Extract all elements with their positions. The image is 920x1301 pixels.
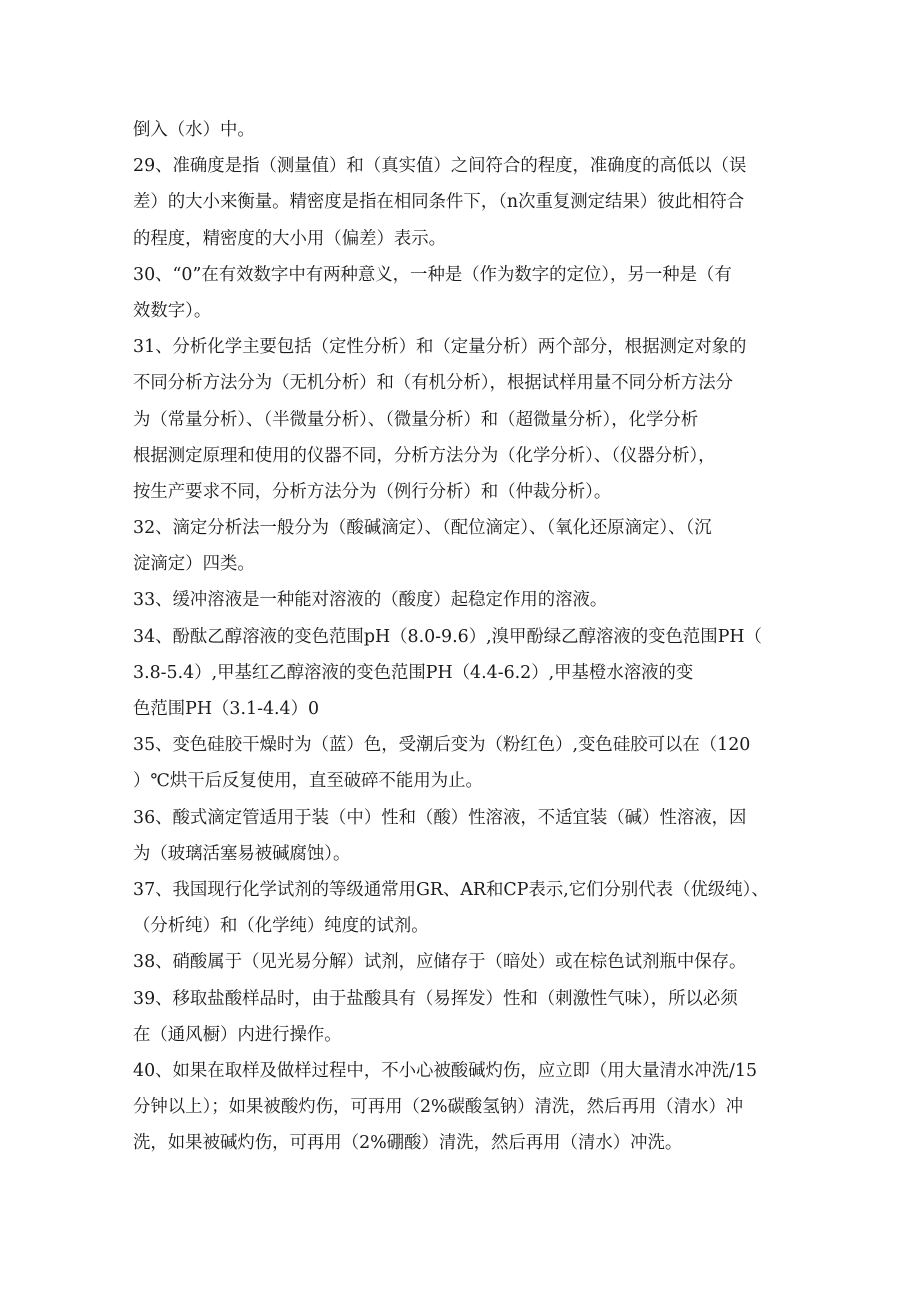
text-line: 3.8-5.4）,甲基红乙醇溶液的变色范围PH（4.4-6.2）,甲基橙水溶液的变 bbox=[133, 662, 694, 683]
text-line: 36、酸式滴定管适用于装（中）性和（酸）性溶液，不适宜装（碱）性溶液，因 bbox=[133, 807, 747, 828]
text-line: 淀滴定）四类。 bbox=[133, 554, 255, 575]
text-line: 37、我国现行化学试剂的等级通常用GR、AR和CP表示,它们分别代表（优级纯）、 bbox=[133, 879, 769, 900]
text-line: ）℃烘干后反复使用，直至破碎不能用为止。 bbox=[133, 771, 483, 792]
text-line: 为（玻璃活塞易被碱腐蚀）。 bbox=[133, 843, 351, 864]
text-line: 30、“0”在有效数字中有两种意义，一种是（作为数字的定位），另一种是（有 bbox=[133, 264, 732, 285]
text-line: 分钟以上）；如果被酸灼伤，可再用（2%碳酸氢钠）清洗，然后再用（清水）冲 bbox=[133, 1097, 744, 1118]
text-line: 差）的大小来衡量。精密度是指在相同条件下，（n次重复测定结果）彼此相符合 bbox=[133, 192, 745, 213]
text-line: 按生产要求不同，分析方法分为（例行分析）和（仲裁分析）。 bbox=[133, 481, 612, 502]
text-line: 在（通风橱）内进行操作。 bbox=[133, 1024, 342, 1045]
text-line: 根据测定原理和使用的仪器不同，分析方法分为（化学分析）、（仪器分析）， bbox=[133, 445, 716, 466]
text-line: 色范围PH（3.1-4.4）0 bbox=[133, 699, 320, 719]
text-line: 33、缓冲溶液是一种能对溶液的（酸度）起稳定作用的溶液。 bbox=[133, 590, 608, 611]
text-line: 35、变色硅胶干燥时为（蓝）色，受潮后变为（粉红色）,变色硅胶可以在（120 bbox=[133, 735, 751, 756]
text-line: 34、酚酞乙醇溶液的变色范围pH（8.0-9.6）,溴甲酚绿乙醇溶液的变色范围PH（ bbox=[133, 626, 762, 647]
text-line: （分析纯）和（化学纯）纯度的试剂。 bbox=[133, 916, 429, 937]
text-line: 不同分析方法分为（无机分析）和（有机分析），根据试样用量不同分析方法分 bbox=[133, 373, 733, 394]
text-line: 效数字）。 bbox=[133, 300, 212, 321]
text-line: 为（常量分析）、（半微量分析）、（微量分析）和（超微量分析），化学分析 bbox=[133, 409, 699, 430]
text-line: 洗，如果被碱灼伤，可再用（2%硼酸）清洗，然后再用（清水）冲洗。 bbox=[133, 1133, 683, 1154]
document-body bbox=[133, 112, 793, 1161]
text-line: 29、准确度是指（测量值）和（真实值）之间符合的程度，准确度的高低以（误 bbox=[133, 156, 747, 177]
text-line: 的程度，精密度的大小用（偏差）表示。 bbox=[133, 228, 447, 249]
text-line: 40、如果在取样及做样过程中，不小心被酸碱灼伤，应立即（用大量清水冲洗/15 bbox=[133, 1060, 758, 1081]
text-line: 倒入（水）中。 bbox=[133, 120, 255, 140]
text-line: 38、硝酸属于（见光易分解）试剂，应储存于（暗处）或在棕色试剂瓶中保存。 bbox=[133, 952, 747, 973]
text-line: 32、滴定分析法一般分为（酸碱滴定）、（配位滴定）、（氧化还原滴定）、（沉 bbox=[133, 518, 712, 539]
text-line: 31、分析化学主要包括（定性分析）和（定量分析）两个部分，根据测定对象的 bbox=[133, 337, 747, 358]
text-line: 39、移取盐酸样品时，由于盐酸具有（易挥发）性和（刺激性气味），所以必须 bbox=[133, 988, 738, 1009]
